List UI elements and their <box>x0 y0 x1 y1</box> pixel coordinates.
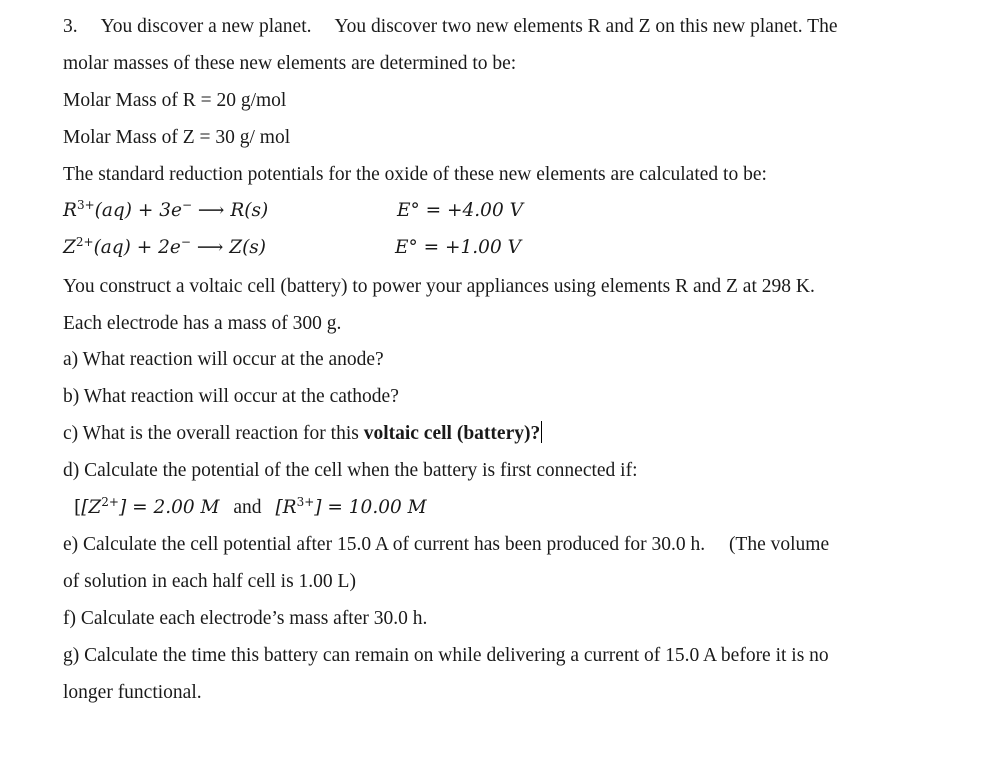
part-e-text: e) Calculate the cell potential after 15.0 A of current has been produced for 30.0 h. <box>63 534 706 555</box>
z-conc-close: ] = 2.00 M <box>119 497 220 518</box>
reaction-z-arrow: ⟶ <box>196 237 224 258</box>
part-a: a) What reaction will occur at the anode? <box>63 349 384 370</box>
r-conc-charge: 3+ <box>296 495 315 509</box>
part-c-text: c) What is the overall reaction for this <box>63 423 364 444</box>
and-word: and <box>233 497 262 518</box>
molar-mass-r: Molar Mass of R = 20 g/mol <box>63 90 287 111</box>
reaction-r-product: R(s) <box>230 200 269 221</box>
reaction-z-charge: 2+ <box>75 235 94 249</box>
reaction-z <box>63 235 663 261</box>
potentials-intro: The standard reduction potentials for the oxide of these new elements are calculated to be: <box>63 164 767 185</box>
reaction-z-product: Z(s) <box>229 237 267 258</box>
question-number: 3. <box>63 16 78 37</box>
z-conc-charge: 2+ <box>101 495 119 509</box>
question-intro-line1: You discover two new elements R and Z on this new planet. The <box>334 16 838 37</box>
setup-line1: You construct a voltaic cell (battery) to power your appliances using elements R and Z at 298 K. <box>63 276 815 297</box>
reaction-r-arrow: ⟶ <box>197 200 225 221</box>
part-g-line2: longer functional. <box>63 682 202 703</box>
part-f: f) Calculate each electrode’s mass after 30.0 h. <box>63 608 428 629</box>
text-cursor <box>541 421 542 443</box>
part-e-line2: of solution in each half cell is 1.00 L) <box>63 571 356 592</box>
reaction-z-rest: (aq) + 2e <box>93 237 181 258</box>
question-header <box>63 14 838 40</box>
reaction-r-rest: (aq) + 3e <box>94 200 182 221</box>
part-e-line1 <box>63 532 829 558</box>
question-intro-line2: molar masses of these new elements are determined to be: <box>63 53 517 74</box>
part-g-line1: g) Calculate the time this battery can remain on while delivering a current of 15.0 A before it is no <box>63 645 829 666</box>
reaction-r-charge: 3+ <box>76 198 95 212</box>
part-b: b) What reaction will occur at the cathode? <box>63 386 399 407</box>
reaction-r-ion: R <box>63 200 77 221</box>
reaction-r-electron-charge: − <box>181 198 192 212</box>
r-conc-close: ] = 10.00 M <box>314 497 427 518</box>
part-d: d) Calculate the potential of the cell when the battery is first connected if: <box>63 460 638 481</box>
reaction-r <box>63 198 663 224</box>
part-d-concentrations: [$[Z^{2+}] = 2.00$ M and $[R^{3+}] = 10.00$ M <box>74 495 427 518</box>
reaction-z-electron-charge: − <box>180 235 191 249</box>
part-c-bold-text: voltaic cell (battery)? <box>363 423 541 444</box>
z-conc-open: [Z <box>81 497 102 518</box>
reaction-r-potential: E° = +4.00 V <box>397 200 523 221</box>
r-conc-open: [R <box>275 497 297 518</box>
part-e-note: (The volume <box>728 534 830 555</box>
setup-line2: Each electrode has a mass of 300 g. <box>63 313 342 334</box>
reaction-z-potential: E° = +1.00 V <box>395 237 521 258</box>
part-c <box>63 421 542 447</box>
question-title: You discover a new planet. <box>100 16 312 37</box>
reaction-z-ion: Z <box>63 237 76 258</box>
molar-mass-z: Molar Mass of Z = 30 g/ mol <box>63 127 291 148</box>
